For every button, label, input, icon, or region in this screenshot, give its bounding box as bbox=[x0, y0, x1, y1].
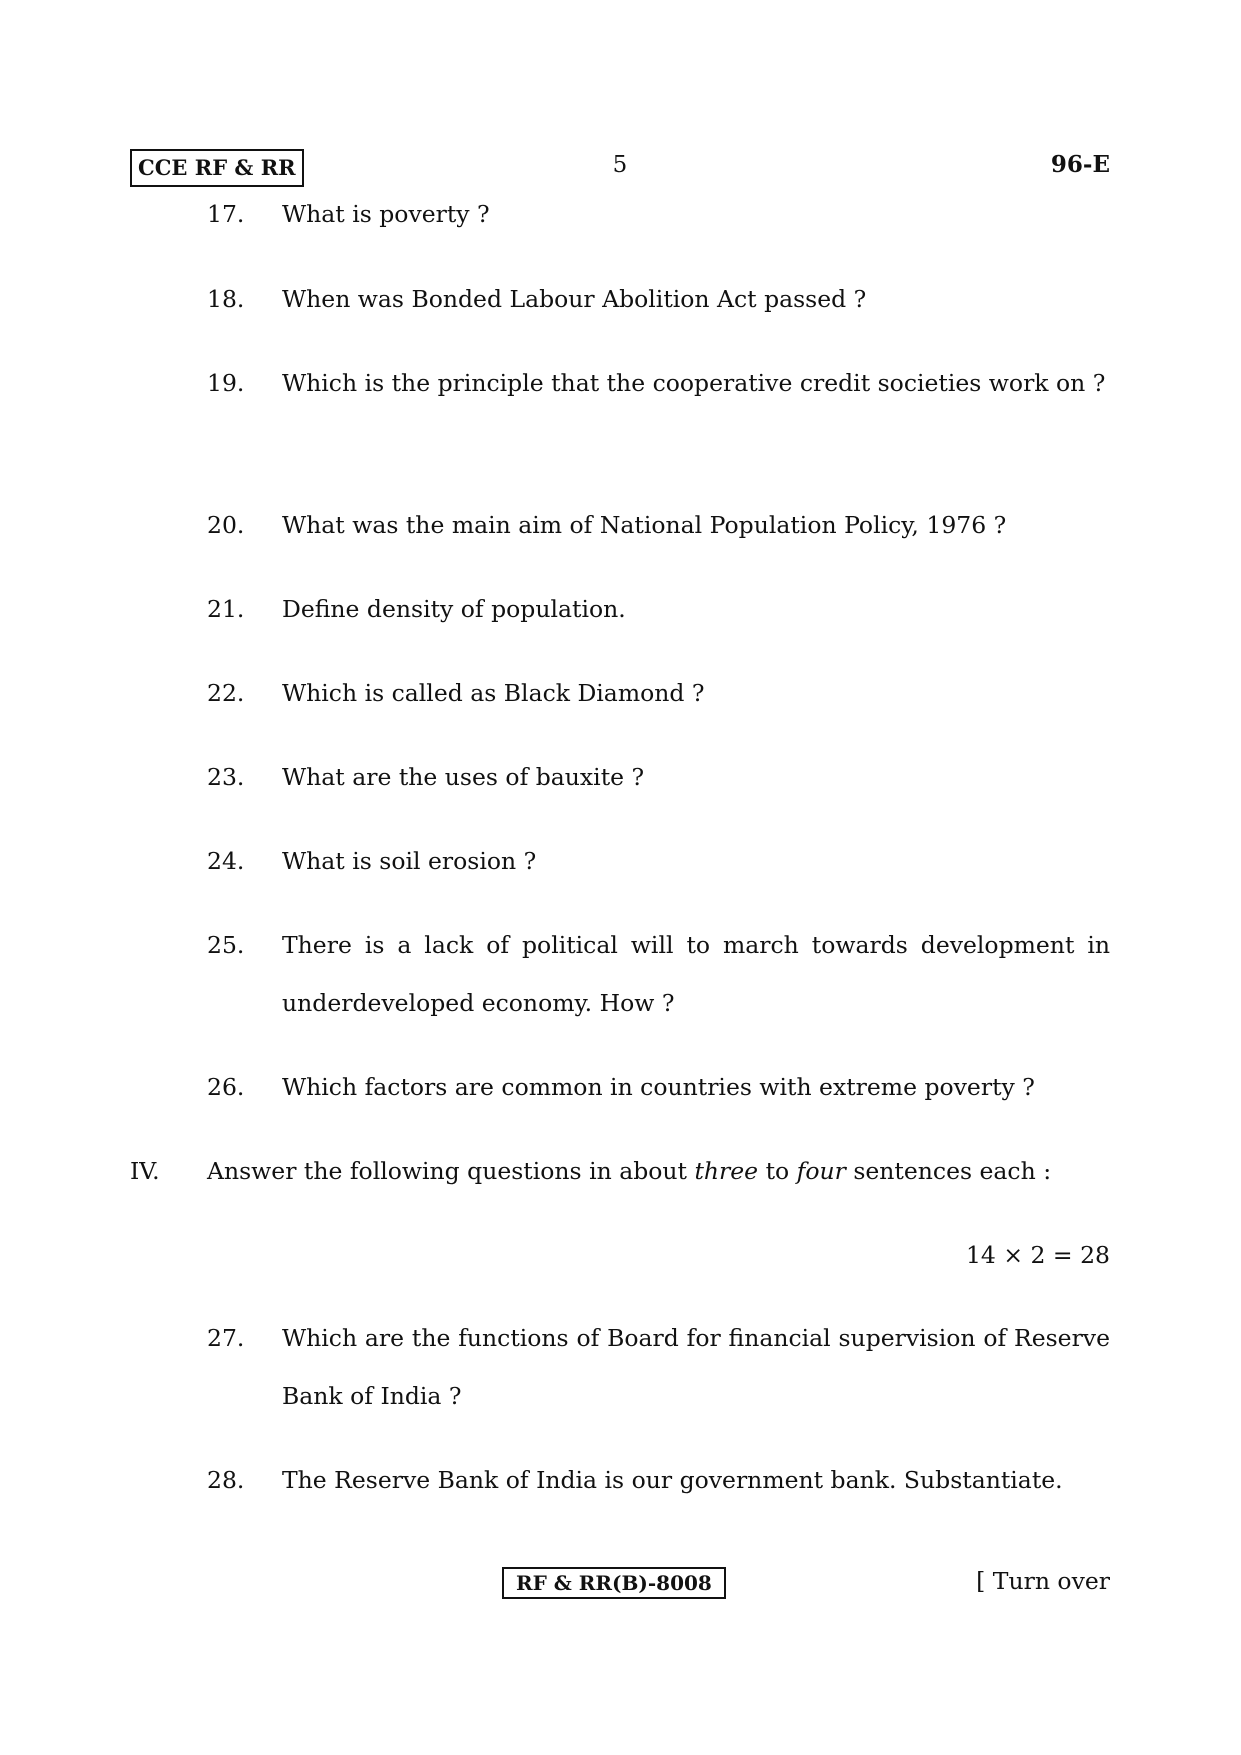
section-marks: 14 × 2 = 28 bbox=[965, 1241, 1110, 1269]
footer-code-box: RF & RR(B)-8008 bbox=[502, 1567, 726, 1599]
question-text: There is a lack of political will to march towards development in underdeveloped economy. How ? bbox=[282, 931, 1110, 1017]
question-number: 19. bbox=[207, 369, 245, 397]
instruction-emphasis: three bbox=[694, 1157, 759, 1185]
section-number: IV. bbox=[130, 1157, 160, 1185]
question-text: What are the uses of bauxite ? bbox=[282, 763, 645, 791]
header-box-label: CCE RF & RR bbox=[130, 149, 304, 187]
section-instruction bbox=[207, 1154, 1051, 1188]
question-text: Define density of population. bbox=[282, 595, 626, 623]
question-number: 25. bbox=[207, 931, 245, 959]
turn-over-label: [ Turn over bbox=[976, 1567, 1110, 1595]
question-text: What is poverty ? bbox=[282, 200, 490, 228]
question-number: 21. bbox=[207, 595, 245, 623]
instruction-text: Answer the following questions in about bbox=[207, 1157, 695, 1185]
question-text: What was the main aim of National Population Policy, 1976 ? bbox=[282, 511, 1007, 539]
question-number: 20. bbox=[207, 511, 245, 539]
question-text: Which factors are common in countries with extreme poverty ? bbox=[282, 1073, 1035, 1101]
instruction-text: sentences each : bbox=[845, 1157, 1052, 1185]
paper-code: 96-E bbox=[1050, 151, 1110, 178]
instruction-emphasis: four bbox=[796, 1157, 846, 1185]
question-text: When was Bonded Labour Abolition Act passed ? bbox=[282, 285, 867, 313]
question-number: 17. bbox=[207, 200, 245, 228]
question-number: 18. bbox=[207, 285, 245, 313]
question-number: 28. bbox=[207, 1466, 245, 1494]
page-number: 5 bbox=[612, 152, 628, 178]
question-text: Which are the functions of Board for financial supervision of Reserve Bank of India ? bbox=[282, 1324, 1110, 1410]
question-text: What is soil erosion ? bbox=[282, 847, 537, 875]
question-text: Which is the principle that the cooperative credit societies work on ? bbox=[282, 369, 1106, 397]
instruction-text: to bbox=[758, 1157, 797, 1185]
question-number: 23. bbox=[207, 763, 245, 791]
question-number: 22. bbox=[207, 679, 245, 707]
question-number: 24. bbox=[207, 847, 245, 875]
question-number: 26. bbox=[207, 1073, 245, 1101]
question-number: 27. bbox=[207, 1324, 245, 1352]
question-text: Which is called as Black Diamond ? bbox=[282, 679, 705, 707]
question-text: The Reserve Bank of India is our government bank. Substantiate. bbox=[282, 1466, 1063, 1494]
